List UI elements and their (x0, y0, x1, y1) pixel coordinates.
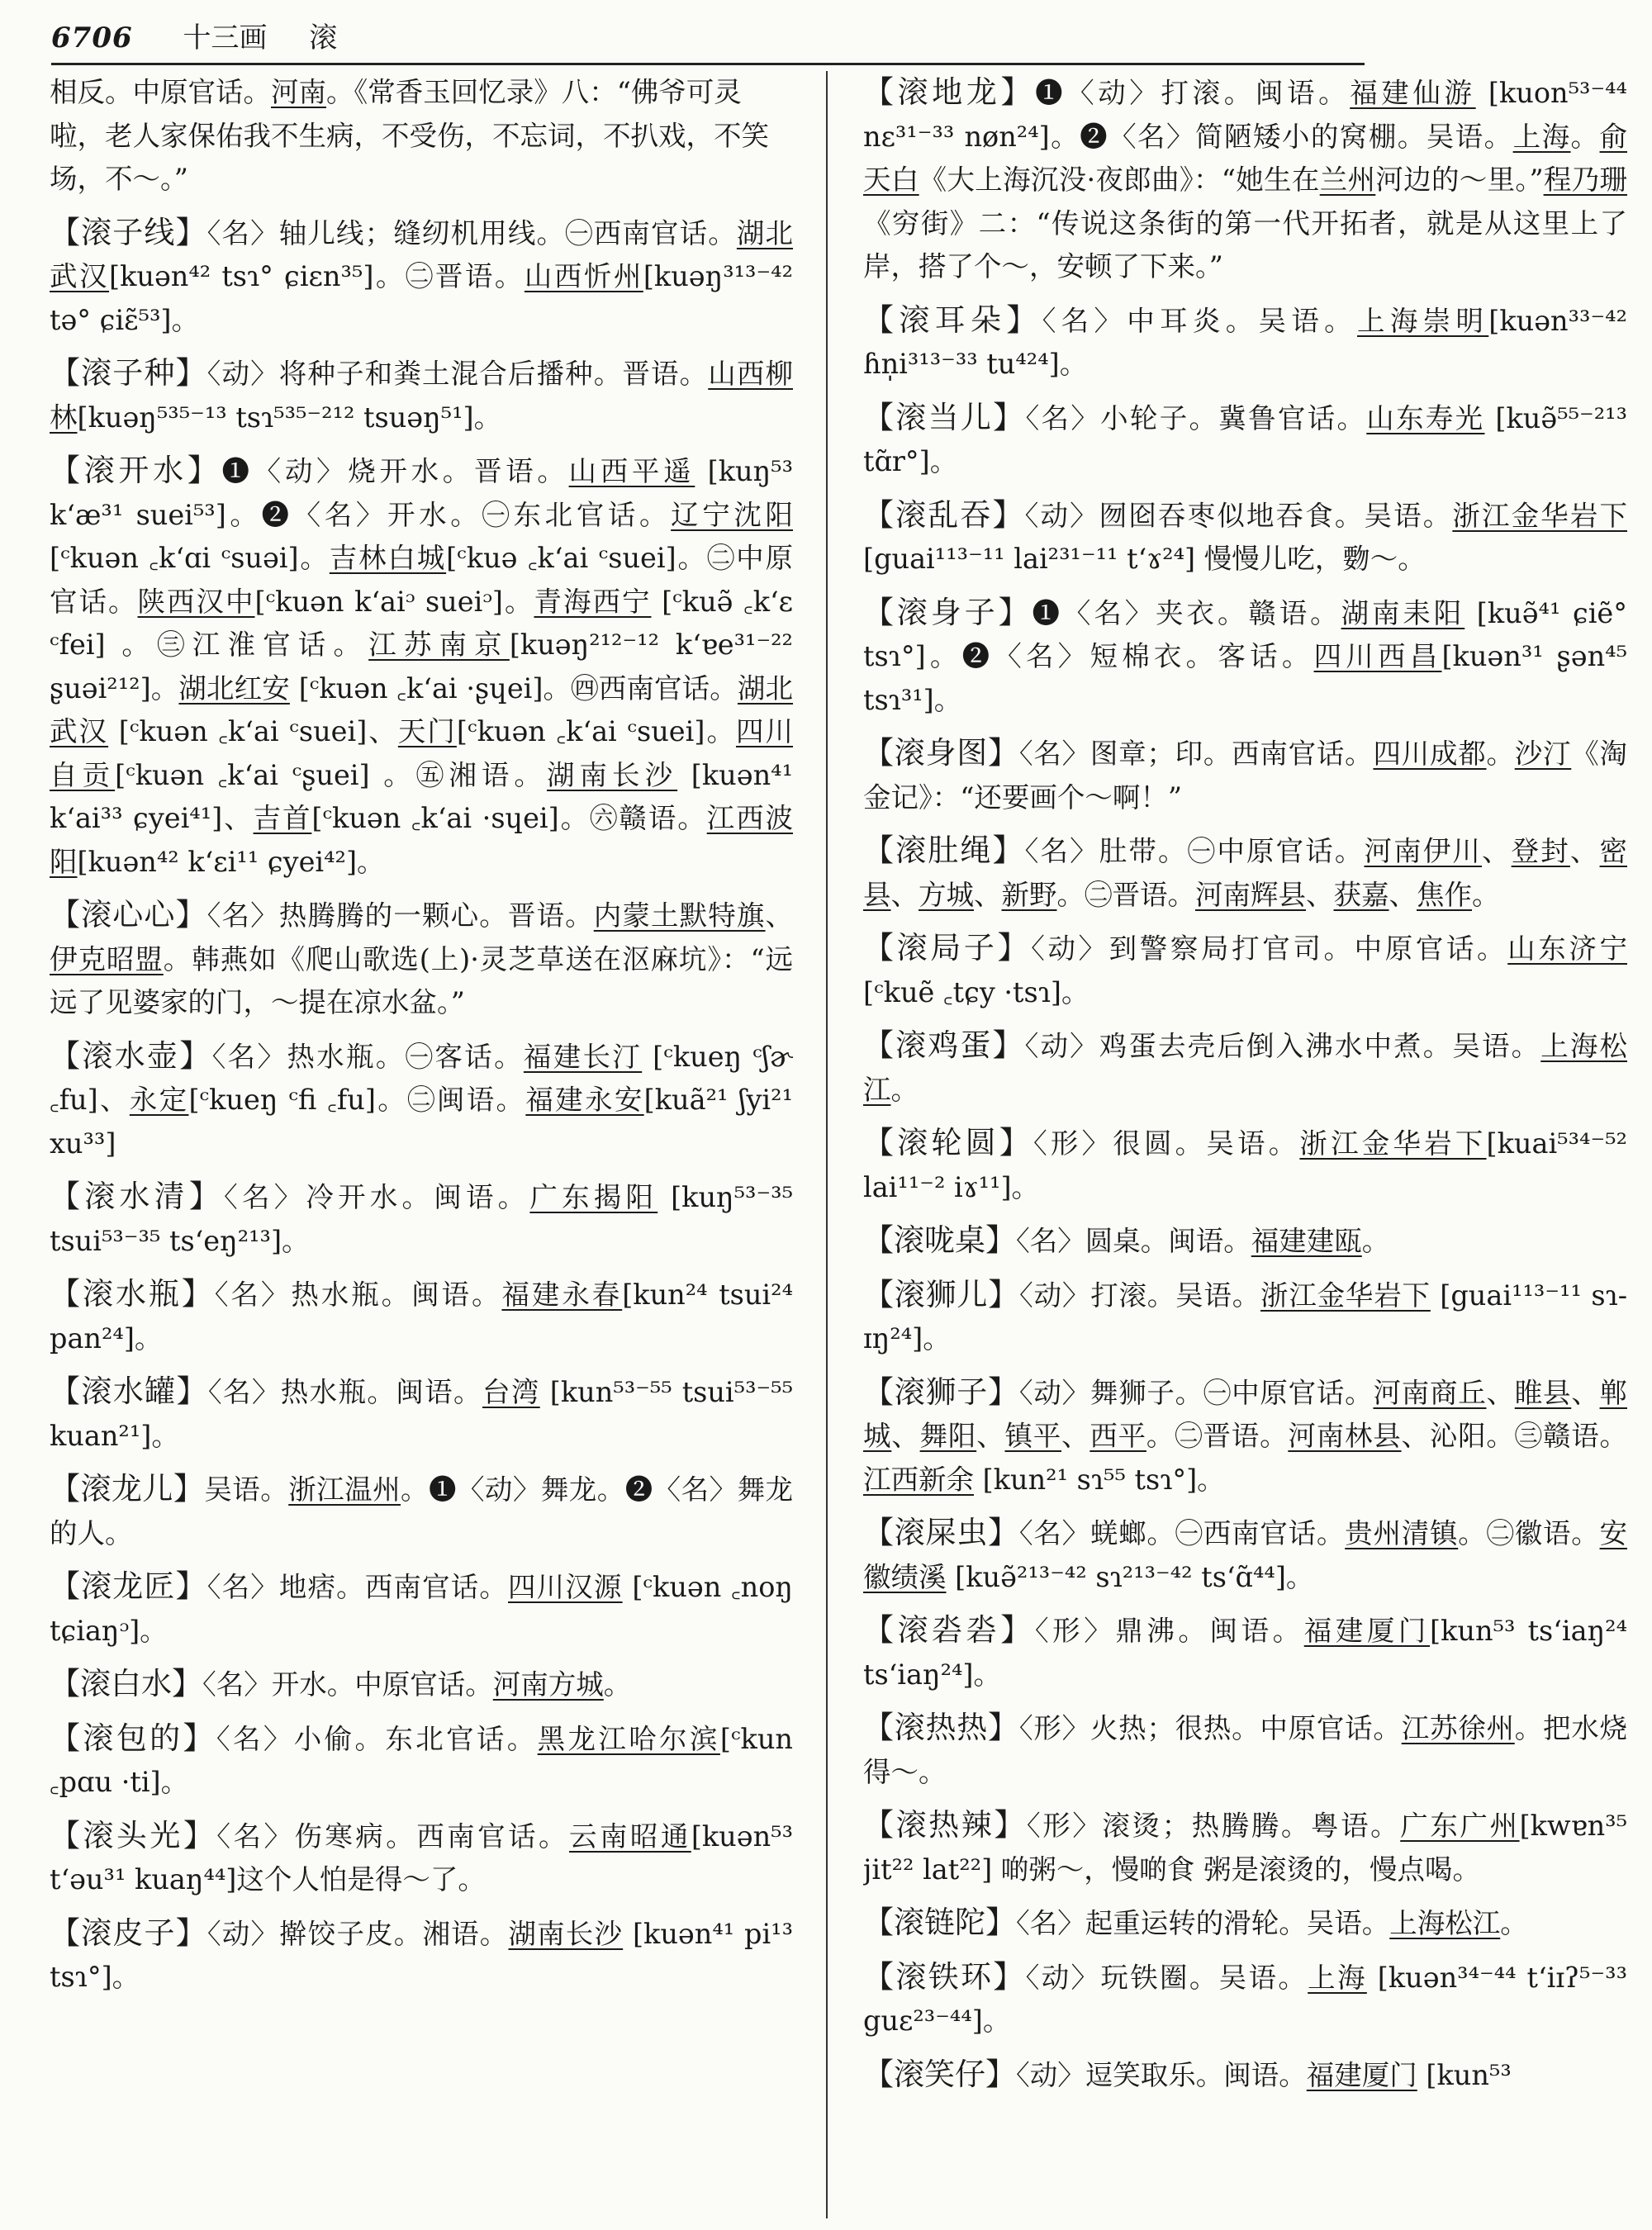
headword: 【滚身图】 (863, 735, 1019, 771)
place-name: 山西忻州 (524, 260, 643, 292)
entry-text: 。把水烧得～。 (863, 1712, 1627, 1788)
place-name: 广东广州 (1400, 1810, 1520, 1842)
place-name: 郸城 (863, 1376, 1627, 1452)
place-name: 河南林县 (1288, 1420, 1402, 1452)
entry-text: 〈动〉打滚。吴语。 (1019, 1279, 1261, 1312)
place-name: 福建长汀 (523, 1040, 643, 1073)
entry-text: [ᶜkuən ꜀k‘ɑi ᶜsuəi]。 (50, 542, 330, 574)
dictionary-entry (863, 1274, 1627, 1361)
place-name: 程乃珊 (1543, 164, 1627, 196)
dictionary-entry (863, 1956, 1627, 2043)
page-header (51, 15, 1373, 61)
entry-text: 〈动〉将种子和粪土混合后播种。晋语。 (206, 358, 709, 390)
dictionary-entry (50, 1175, 793, 1263)
dictionary-entry (50, 449, 793, 884)
place-name: 浙江金华岩下 (1260, 1279, 1431, 1312)
dictionary-entry (50, 211, 793, 343)
place-name: 上海 (1308, 1961, 1367, 1994)
place-name: 黑龙江哈尔滨 (537, 1722, 720, 1755)
dictionary-entry (50, 352, 793, 439)
entry-text: 、 (1389, 878, 1417, 911)
entry-text: [ᶜkuə̃ ꜀k‘ɛ ᶜfei] 。㊂江淮官话。 (50, 585, 793, 661)
dictionary-entry (863, 732, 1627, 819)
entry-text: 。 (890, 1073, 919, 1106)
place-name: 江西波阳 (50, 802, 793, 878)
entry-text: [kuə̃⁴¹ ɕiẽ° tsɿ°]。❷〈名〉短棉衣。客话。 (863, 596, 1627, 672)
entry-text: 〈名〉起重运转的滑轮。吴语。 (1016, 1907, 1390, 1939)
place-name: 四川自贡 (50, 715, 793, 791)
place-name: 陕西汉中 (137, 585, 255, 618)
entry-text: [kuai⁵³⁴⁻⁵² lai¹¹⁻² iɤ¹¹]。 (863, 1127, 1627, 1203)
place-name: 河南方城 (492, 1668, 604, 1701)
dictionary-entry (863, 1609, 1627, 1696)
dictionary-entry (863, 1511, 1627, 1599)
place-name: 浙江金华岩下 (1452, 499, 1627, 532)
right-column (863, 71, 1627, 2218)
place-name: 四川汉源 (508, 1571, 623, 1603)
entry-text: 〈名〉地痞。西南官话。 (206, 1571, 508, 1603)
headword: 【滚开水】 (50, 453, 222, 488)
headword: 【滚轮圆】 (863, 1125, 1033, 1160)
place-name: 吉首 (253, 802, 312, 834)
entry-text: 〈名〉伤寒病。西南官话。 (216, 1820, 569, 1853)
place-name: 四川西昌 (1313, 640, 1442, 672)
headword: 【滚水清】 (50, 1179, 225, 1214)
entry-text: [kuən³³⁻⁴² ɦn̩i³¹³⁻³³ tu⁴²⁴]。 (863, 304, 1627, 380)
dictionary-entry (863, 2053, 1627, 2098)
place-name: 广东揭阳 (529, 1181, 658, 1213)
entry-text: [kuã²¹ ʃyi²¹ xu³³] (50, 1084, 793, 1160)
place-name: 兰州 (1319, 164, 1376, 196)
dictionary-entry (863, 1219, 1627, 1264)
entry-text: 〈名〉中耳炎。吴语。 (1042, 304, 1358, 337)
headword: 【滚包的】 (50, 1720, 216, 1756)
place-name: 浙江金华岩下 (1299, 1127, 1487, 1160)
entry-text: 、 (1306, 878, 1334, 911)
dictionary-entry (863, 591, 1627, 723)
entry-text: 相反。中原官话。 (50, 76, 271, 108)
headword: 【滚地龙】 (863, 74, 1036, 110)
dictionary-entry (863, 1901, 1627, 1946)
entry-text: [kun⁵³ (1417, 2058, 1512, 2091)
entry-text: 《淘金记》：“还要画个～啊！” (863, 738, 1627, 814)
headword: 【滚水罐】 (50, 1374, 208, 1409)
headword: 【滚狮儿】 (863, 1276, 1020, 1312)
entry-text: [kuŋ⁵³ k‘æ³¹ suei⁵³]。❷〈名〉开水。㊀东北官话。 (50, 455, 793, 531)
place-name: 江西新余 (863, 1463, 974, 1496)
entry-text: 。 (1570, 120, 1600, 153)
entry-text: [kuə̃⁵⁵⁻²¹³ tɑ̃r°]。 (863, 401, 1627, 477)
entry-text: [kuən⁴² tsɿ° ɕiɛn³⁵]。㊁晋语。 (109, 260, 525, 292)
dictionary-entry (863, 927, 1627, 1014)
dictionary-entry (50, 1912, 793, 2000)
entry-text: 《穷街》二：“传说这条街的第一代开拓者，就是从这里上了岸，搭了个～，安顿了下来。” (863, 206, 1627, 282)
dictionary-entry (50, 71, 793, 202)
entry-text: 〈名〉圆桌。闽语。 (1016, 1225, 1251, 1257)
entry-text: [kun²¹ sɿ⁵⁵ tsɿ°]。 (974, 1463, 1225, 1496)
dictionary-entry (863, 71, 1627, 289)
place-name: 湖北武汉 (50, 671, 793, 747)
dictionary-entry (50, 1717, 793, 1805)
headword: 【滚耳朵】 (863, 301, 1042, 338)
entry-text: [ᶜkuən ꜀k‘ai ·sɥei]。㊅赣语。 (311, 802, 707, 834)
entry-text: 、 (891, 1420, 920, 1452)
place-name: 福建永春 (501, 1279, 623, 1311)
place-name: 俞天白 (863, 120, 1627, 196)
entry-text: 、 (1482, 835, 1512, 867)
dictionary-entry (863, 396, 1627, 484)
headword: 【滚铁环】 (863, 1958, 1026, 1995)
entry-text: 、 (1486, 1376, 1515, 1409)
place-name: 福建仙游 (1350, 77, 1476, 109)
entry-text: [kwɐn³⁵ jit²² lat²²] 啲粥～，慢啲食 粥是滚烫的，慢点喝。 (863, 1810, 1627, 1886)
headword: 【滚白水】 (50, 1666, 202, 1701)
place-name: 江苏徐州 (1401, 1712, 1515, 1744)
entry-text: 。❶〈动〉舞龙。❷〈名〉舞龙的人。 (50, 1473, 793, 1549)
place-name: 江苏南京 (368, 629, 510, 661)
headword: 【滚心心】 (50, 897, 207, 932)
entry-text: 〈动〉逗笑取乐。闽语。 (1016, 2058, 1307, 2091)
entry-text: 〈名〉蜣螂。㊀西南官话。 (1018, 1517, 1346, 1549)
entry-text: 。㊁徽语。 (1458, 1517, 1600, 1549)
entry-text: [kuəŋ³¹³⁻⁴² tə° ɕiɛ̃⁵³]。 (50, 260, 793, 336)
headword: 【滚水壶】 (50, 1037, 212, 1074)
entry-text: [kun⁵³ ts‘iaŋ²⁴ ts‘iaŋ²⁴]。 (863, 1615, 1627, 1691)
dictionary-entry (863, 1371, 1627, 1502)
entry-text: [kuŋ⁵³⁻³⁵ tsui⁵³⁻³⁵ ts‘eŋ²¹³]。 (50, 1181, 793, 1257)
entry-text: ❶〈名〉夹衣。赣语。 (1032, 596, 1341, 629)
headword: 【滚龙匠】 (50, 1568, 207, 1604)
entry-text: [ᶜkuən ꜀k‘ai ᶜʂuei] 。㊄湘语。 (115, 758, 547, 791)
entry-text: [kuən⁴² k‘ɛi¹¹ ɕyei⁴²]。 (77, 845, 385, 878)
headword: 【滚子线】 (50, 214, 207, 250)
headword: 【滚链陀】 (863, 1905, 1016, 1940)
place-name: 登封 (1511, 835, 1570, 867)
place-name: 内蒙土默特旗 (593, 899, 766, 932)
entry-text: 〈名〉冷开水。闽语。 (224, 1181, 530, 1213)
entry-text: 〈名〉图章；印。西南官话。 (1018, 738, 1374, 770)
stroke-section: 十三画 (183, 21, 268, 55)
column-divider (826, 71, 828, 2218)
headword: 【滚皮子】 (50, 1914, 207, 1951)
headword: 【滚热辣】 (863, 1807, 1027, 1843)
entry-text: 〈名〉开水。中原官话。 (202, 1668, 493, 1701)
entry-text: [kuon⁵³⁻⁴⁴ nɛ³¹⁻³³ nøn²⁴]。❷〈名〉简陋矮小的窝棚。吴语。 (863, 77, 1627, 153)
entry-text: 、 (1571, 1376, 1600, 1409)
place-name: 西平 (1089, 1420, 1146, 1452)
headword: 【滚沯沯】 (863, 1612, 1035, 1648)
entry-text: [ᶜkuə ꜀k‘ai ᶜsuei]。㊁中原官话。 (50, 542, 793, 618)
place-name: 湖南长沙 (546, 758, 678, 791)
place-name: 沙汀 (1514, 738, 1572, 770)
place-name: 山西平遥 (568, 455, 695, 487)
dictionary-entry (50, 1273, 793, 1360)
entry-text: [ᶜkuən ꜀noŋ tɕiaŋᵓ]。 (50, 1571, 793, 1647)
place-name: 湖北武汉 (50, 216, 793, 292)
entry-text: 。《常香玉回忆录》八：“佛爷可灵啦，老人家保佑我不生病，不受伤，不忘词，不扒戏，不笑场，不～。” (50, 76, 769, 195)
dictionary-entry (863, 1706, 1627, 1794)
entry-text: [ᶜkuən ꜀k‘ai ᶜsuei]。 (456, 715, 736, 747)
dictionary-entry (50, 1663, 793, 1707)
place-name: 山东寿光 (1366, 401, 1485, 434)
entry-text: 〈动〉玩铁圈。吴语。 (1025, 1961, 1308, 1994)
entry-text: 吴语。 (204, 1473, 289, 1506)
place-name: 福建厦门 (1303, 1615, 1430, 1647)
place-name: 山东济宁 (1507, 932, 1627, 965)
entry-text: [ᶜkuən ꜀k‘ai ᶜsuei]、 (108, 715, 398, 747)
entry-text: ❶〈动〉打滚。闽语。 (1035, 77, 1351, 109)
entry-text: [ᶜkueŋ ᶜʃɚ ꜀fu]、 (50, 1040, 793, 1116)
entry-text: [kun²⁴ tsui²⁴ pan²⁴]。 (50, 1279, 793, 1355)
place-name: 上海松江 (1389, 1907, 1501, 1939)
entry-text: [kuən⁴¹ pi¹³ tsɿ°]。 (50, 1917, 793, 1993)
headword: 【滚子种】 (50, 355, 207, 391)
entry-text: 、 (890, 878, 919, 911)
entry-text: [kuəŋ⁵³⁵⁻¹³ tsɿ⁵³⁵⁻²¹² tsuəŋ⁵¹]。 (77, 401, 502, 434)
entry-text: [ᶜkuən ꜀k‘ai ·ʂɥei]。㊃西南官话。 (289, 671, 738, 705)
entry-text: [ᶜkueŋ ᶜfi ꜀fu]。㊁闽语。 (188, 1084, 526, 1116)
place-name: 福建建瓯 (1251, 1225, 1362, 1257)
entry-text: 〈动〉囫囵吞枣似地吞食。吴语。 (1024, 499, 1453, 532)
entry-text: [kuən³⁴⁻⁴⁴ t‘iɪʔ⁵⁻³³ guɛ²³⁻⁴⁴]。 (863, 1961, 1627, 2037)
headword: 【滚鸡蛋】 (863, 1027, 1025, 1063)
place-name: 上海松江 (863, 1030, 1627, 1106)
headword: 【滚肚绳】 (863, 833, 1025, 868)
entry-text: 、 (976, 1420, 1005, 1452)
entry-text: 〈名〉小轮子。冀鲁官话。 (1025, 401, 1367, 434)
place-name: 福建永安 (525, 1084, 644, 1116)
place-name: 云南昭通 (568, 1820, 691, 1853)
entry-text: 〈名〉热水瓶。闽语。 (214, 1279, 502, 1311)
headword: 【滚狮子】 (863, 1374, 1019, 1410)
entry-text: 〈名〉热腾腾的一颗心。晋语。 (206, 899, 594, 932)
place-name: 山西柳林 (50, 358, 793, 434)
place-name: 天门 (397, 715, 457, 747)
place-name: 密县 (863, 835, 1627, 911)
entry-text: 〈名〉热水瓶。闽语。 (207, 1376, 482, 1408)
entry-text: 。 (1361, 1225, 1390, 1257)
entry-text: 〈名〉肚带。㊀中原官话。 (1024, 835, 1365, 867)
headword: 【滚热热】 (863, 1710, 1019, 1745)
entry-text: 〈名〉小偷。东北官话。 (216, 1722, 538, 1755)
headword: 【滚水瓶】 (50, 1276, 215, 1312)
dictionary-entry (50, 894, 793, 1025)
entry-text: 、沁阳。㊂赣语。 (1401, 1420, 1627, 1452)
place-name: 河南商丘 (1373, 1376, 1487, 1409)
page-number: 6706 (51, 21, 133, 55)
entry-text: 、 (1569, 835, 1600, 867)
headword: 【滚乱吞】 (863, 496, 1025, 533)
entry-text: 〈动〉到警察局打官司。中原官话。 (1031, 932, 1508, 965)
place-name: 青海西宁 (534, 585, 652, 618)
entry-text: 〈形〉很圆。吴语。 (1032, 1127, 1300, 1160)
place-name: 湖北红安 (178, 671, 290, 705)
entry-text: [kuən³¹ ʂən⁴⁵ tsɿ³¹]。 (863, 640, 1627, 716)
entry-text: 河边的～里。” (1375, 164, 1544, 196)
dictionary-entry (863, 829, 1627, 917)
place-name: 河南辉县 (1195, 878, 1306, 911)
place-name: 安徽绩溪 (863, 1517, 1627, 1593)
entry-text: 。 (1486, 738, 1515, 770)
place-name: 获嘉 (1333, 878, 1389, 911)
dictionary-entry (50, 1035, 793, 1166)
entry-text: [kun⁵³⁻⁵⁵ tsui⁵³⁻⁵⁵ kuan²¹]。 (50, 1376, 793, 1452)
place-name: 方城 (919, 878, 974, 911)
dictionary-entry (50, 1815, 793, 1902)
entry-text: 〈形〉火热；很热。中原官话。 (1018, 1712, 1402, 1744)
entry-text: 。 (1500, 1907, 1528, 1939)
entry-text: 〈名〉轴儿线；缝纫机用线。㊀西南官话。 (206, 216, 737, 249)
dictionary-entry (863, 1122, 1627, 1209)
entry-text: [kuəŋ²¹²⁻¹² k‘ɐe³¹⁻²² ʂuəi²¹²]。 (50, 629, 793, 705)
place-name: 四川成都 (1373, 738, 1487, 770)
entry-text: [kuən⁴¹ k‘ai³³ ɕyei⁴¹]、 (50, 758, 793, 834)
entry-text: 《大上海沉没·夜郎曲》：“她生在 (919, 164, 1320, 196)
entry-text: 、 (765, 899, 793, 932)
entry-text: 〈形〉鼎沸。闽语。 (1034, 1615, 1304, 1647)
dictionary-entry (50, 1565, 793, 1653)
dictionary-entry (863, 1024, 1627, 1112)
entry-text: 〈形〉滚烫；热腾腾。粤语。 (1026, 1810, 1401, 1842)
dictionary-entry (50, 1468, 793, 1555)
entry-text: [kuən⁵³ t‘əu³¹ kuaŋ⁴⁴]这个人怕是得～了。 (50, 1820, 793, 1896)
headword: 【滚笑仔】 (863, 2056, 1016, 2092)
place-name: 贵州清镇 (1345, 1517, 1459, 1549)
place-name: 吉林白城 (329, 542, 447, 574)
place-name: 焦作 (1417, 878, 1472, 911)
header-character: 滚 (309, 21, 338, 55)
entry-text: 〈动〉舞狮子。㊀中原官话。 (1018, 1376, 1374, 1409)
place-name: 睢县 (1514, 1376, 1572, 1409)
headword: 【滚屎虫】 (863, 1515, 1019, 1550)
place-name: 辽宁沈阳 (671, 498, 793, 531)
place-name: 浙江温州 (288, 1473, 401, 1506)
entry-text: ❶〈动〉烧开水。晋语。 (221, 455, 569, 487)
entry-text: 。㊁晋语。 (1056, 878, 1195, 911)
place-name: 舞阳 (919, 1420, 977, 1452)
place-name: 上海崇明 (1357, 304, 1489, 337)
entry-text: 。 (1472, 878, 1500, 911)
headword: 【滚局子】 (863, 930, 1032, 966)
dictionary-entry (863, 299, 1627, 387)
entry-text: [ᶜkuẽ ꜀tɕy ·tsɿ]。 (863, 975, 1089, 1008)
entry-text: [ᶜkun ꜀pɑu ·ti]。 (50, 1722, 793, 1798)
headword: 【滚头光】 (50, 1817, 217, 1853)
dictionary-entry (863, 494, 1627, 581)
headword: 【滚身子】 (863, 594, 1032, 630)
place-name: 永定 (129, 1084, 189, 1116)
place-name: 河南伊川 (1364, 835, 1482, 867)
place-name: 湖南长沙 (508, 1917, 624, 1950)
place-name: 伊克昭盟 (50, 942, 164, 975)
place-name: 湖南耒阳 (1341, 596, 1465, 629)
entry-text: [ᶜkuən k‘aiᵓ sueiᵓ]。 (254, 585, 534, 618)
entry-text: 、 (1061, 1420, 1090, 1452)
entry-text: [guai¹¹³⁻¹¹ sɿ-ɪŋ²⁴]。 (863, 1279, 1627, 1355)
entry-text: 〈动〉擀饺子皮。湘语。 (206, 1917, 509, 1950)
entry-text: 。 (603, 1668, 632, 1701)
entry-text: 。㊁晋语。 (1146, 1420, 1289, 1452)
headword: 【滚咙桌】 (863, 1222, 1016, 1258)
headword: 【滚龙儿】 (50, 1471, 205, 1506)
place-name: 台湾 (482, 1376, 540, 1408)
dictionary-entry (50, 1370, 793, 1458)
place-name: 新野 (1001, 878, 1057, 911)
entry-text: 〈名〉热水瓶。㊀客话。 (211, 1040, 524, 1073)
header-rule (51, 63, 1365, 65)
left-column (50, 71, 793, 2218)
entry-text: 。韩燕如《爬山歌选(上)·灵芝草送在沤麻坑》：“远远了见婆家的门，～提在凉水盆。” (50, 942, 793, 1018)
entry-text: 〈动〉鸡蛋去壳后倒入沸水中煮。吴语。 (1024, 1030, 1541, 1062)
place-name: 上海 (1512, 120, 1571, 153)
entry-text: 、 (974, 878, 1002, 911)
dictionary-entry (863, 1804, 1627, 1891)
place-name: 河南 (271, 76, 326, 108)
headword: 【滚当儿】 (863, 399, 1026, 435)
place-name: 镇平 (1004, 1420, 1062, 1452)
entry-text: [kuə̃²¹³⁻⁴² sɿ²¹³⁻⁴² ts‘ɑ̃⁴⁴]。 (946, 1560, 1314, 1593)
place-name: 福建厦门 (1306, 2058, 1417, 2091)
entry-text: [guai¹¹³⁻¹¹ lai²³¹⁻¹¹ t‘ɤ²⁴] 慢慢儿吃，覅～。 (863, 543, 1426, 575)
